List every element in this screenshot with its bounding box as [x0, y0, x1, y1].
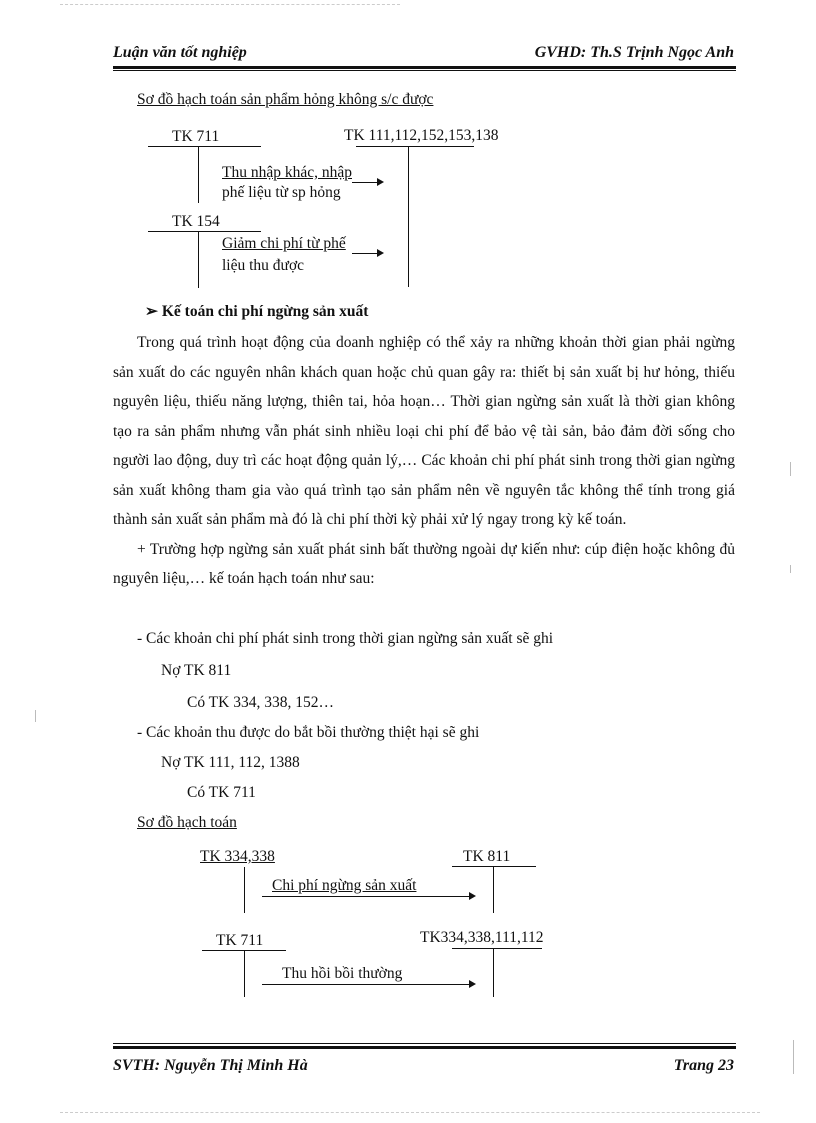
header-title: Luận văn tốt nghiệp: [113, 44, 247, 61]
paragraph-1: Trong quá trình hoạt động của doanh nghiệp có thể xảy ra những khoản thời gian phải ngừng sản xuất do các nguyên nhân khách quan hoặc chủ quan gây ra: thiết bị sản xuất bị hư hỏng, thiếu nguyên liệu, thiếu năng lượng, thiên tai, hỏa hoạn… Thời gian ngừng sản xuất là thời gian không tạo ra sản phẩm nhưng vẫn phát sinh nhiều loại chi phí để bảo vệ tài sản, bảo đảm đời sống cho người lao động, duy trì các hoạt động quản lý,… Các khoản chi phí phát sinh trong thời gian ngừng sản xuất không tham gia vào quá trình tạo sản phẩm nên về nguyên tắc không thể tính trong giá thành sản xuất sản phẩm mà đó là chi phí thời kỳ phải xử lý ngay trong kỳ kế toán.: [113, 334, 735, 528]
diagram1-tk154-line: [148, 231, 261, 232]
diagram2-acct-b: TK 811: [463, 848, 511, 865]
diagram2-acct-d: TK334,338,111,112: [420, 929, 544, 946]
diagram1-acct-target: TK 111,112,152,153,138: [344, 127, 499, 144]
scan-speck: [790, 462, 791, 476]
diagram2-entry1: Chi phí ngừng sản xuất: [272, 877, 417, 894]
list-item-2-debit: Nợ TK 111, 112, 1388: [161, 754, 300, 771]
diagram1-tk711-vline: [198, 147, 199, 203]
diagram2-acct-c-vline: [244, 951, 245, 997]
header-rule-thin: [113, 70, 736, 71]
diagram1-entry1-line1: Thu nhập khác, nhập: [222, 164, 352, 181]
list-item-2: - Các khoản thu được do bắt bồi thường thiệt hại sẽ ghi: [137, 724, 480, 741]
diagram1-title: Sơ đồ hạch toán sản phẩm hỏng không s/c được: [137, 91, 434, 108]
section-heading-text: Kế toán chi phí ngừng sản xuất: [161, 303, 369, 320]
diagram2-title: Sơ đồ hạch toán: [137, 814, 237, 831]
diagram1-target-line: [356, 146, 474, 147]
scan-speck: [35, 710, 36, 722]
diagram1-acct-tk711: TK 711: [172, 128, 220, 145]
diagram2-entry2: Thu hồi bồi thường: [282, 965, 403, 982]
header-rule-thick: [113, 66, 736, 69]
diagram2-acct-d-vline: [493, 949, 494, 997]
body-text: [113, 328, 735, 594]
diagram2-acct-a-vline: [244, 867, 245, 913]
section-heading: [145, 302, 368, 321]
diagram1-entry1-line2: phế liệu từ sp hỏng: [222, 184, 341, 201]
footer-author: SVTH: Nguyễn Thị Minh Hà: [113, 1057, 308, 1074]
diagram2-acct-d-line: [452, 948, 542, 949]
diagram2-acct-a: TK 334,338: [200, 848, 275, 865]
diagram1-tk154-vline: [198, 232, 199, 288]
footer-rule-thick: [113, 1046, 736, 1049]
list-item-1-credit: Có TK 334, 338, 152…: [187, 694, 334, 711]
diagram2-acct-c: TK 711: [216, 932, 264, 949]
header-advisor: GVHD: Th.S Trịnh Ngọc Anh: [534, 44, 734, 61]
diagram1-entry2-arrow: [352, 253, 382, 254]
diagram1-tk711-line: [148, 146, 261, 147]
diagram1-entry2-line2: liệu thu được: [222, 257, 305, 274]
list-item-1: - Các khoản chi phí phát sinh trong thời gian ngừng sản xuất sẽ ghi: [137, 630, 554, 647]
scan-artifact-top: [60, 4, 400, 6]
diagram2-entry2-arrow: [262, 984, 474, 985]
footer-page-number: Trang 23: [673, 1057, 734, 1074]
scan-speck: [793, 1040, 794, 1074]
bullet-arrow-icon: ➢: [145, 303, 158, 320]
list-item-2-credit: Có TK 711: [187, 784, 256, 801]
diagram1-target-vline: [408, 147, 409, 287]
paragraph-2: + Trường hợp ngừng sản xuất phát sinh bất thường ngoài dự kiến như: cúp điện hoặc không đủ nguyên liệu,… kế toán hạch toán như sau:: [113, 540, 735, 587]
scan-speck: [790, 565, 791, 573]
diagram1-acct-tk154: TK 154: [172, 213, 220, 230]
diagram2-entry1-arrow: [262, 896, 474, 897]
scan-artifact-bottom: [60, 1112, 760, 1114]
diagram2-acct-b-vline: [493, 867, 494, 913]
diagram1-entry1-arrow: [352, 182, 382, 183]
list-item-1-debit: Nợ TK 811: [161, 662, 232, 679]
footer-rule-thin: [113, 1043, 736, 1044]
diagram1-entry2-line1: Giảm chi phí từ phế: [222, 235, 346, 252]
